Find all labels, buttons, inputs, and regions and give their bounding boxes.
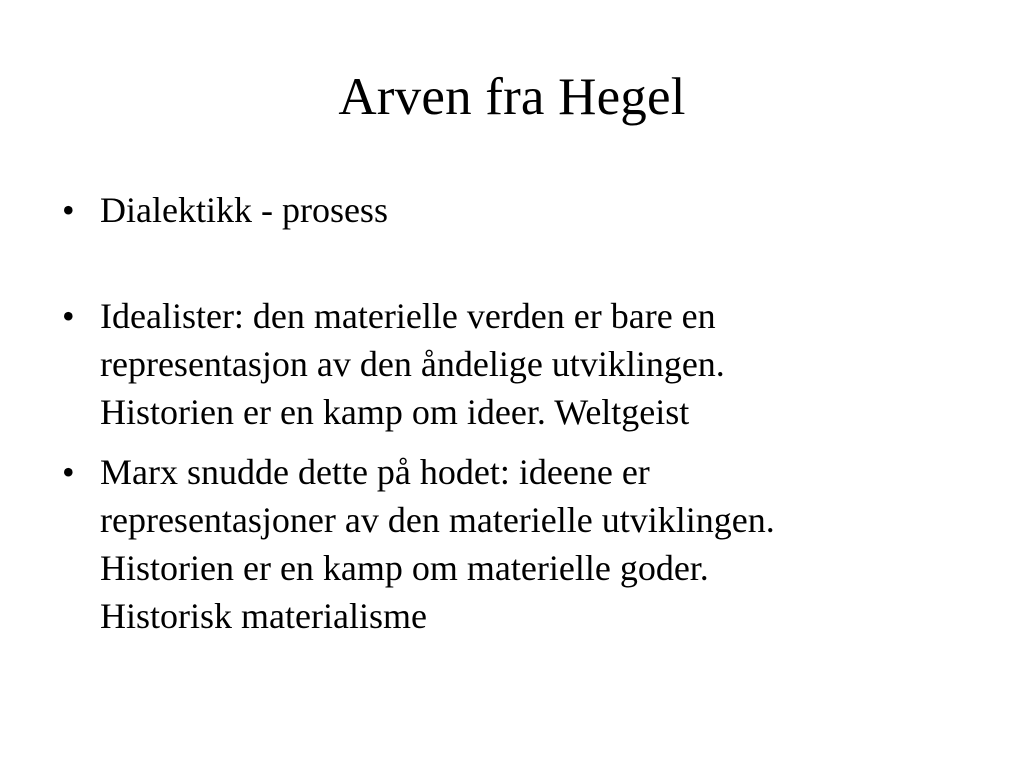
bullet-text-line: representasjon av den åndelige utviklingen. <box>100 344 725 384</box>
slide-title: Arven fra Hegel <box>338 68 686 126</box>
bullet-text-line: Dialektikk - prosess <box>100 190 388 230</box>
bullet-text-line: Historien er en kamp om materielle goder. <box>100 548 709 588</box>
bullet-item-idealister <box>62 292 982 436</box>
bullet-icon: • <box>62 452 75 492</box>
bullet-icon: • <box>62 190 75 230</box>
bullet-text-line: Marx snudde dette på hodet: ideene er <box>100 452 650 492</box>
bullet-text-line: Idealister: den materielle verden er bare en <box>100 296 716 336</box>
bullet-item-dialektikk <box>62 186 982 234</box>
bullet-item-marx <box>62 448 982 640</box>
bullet-text-line: Historien er en kamp om ideer. Weltgeist <box>100 392 690 432</box>
bullet-list <box>62 186 982 640</box>
bullet-icon: • <box>62 296 75 336</box>
bullet-text-line: representasjoner av den materielle utviklingen. <box>100 500 775 540</box>
bullet-text-line: Historisk materialisme <box>100 596 427 636</box>
